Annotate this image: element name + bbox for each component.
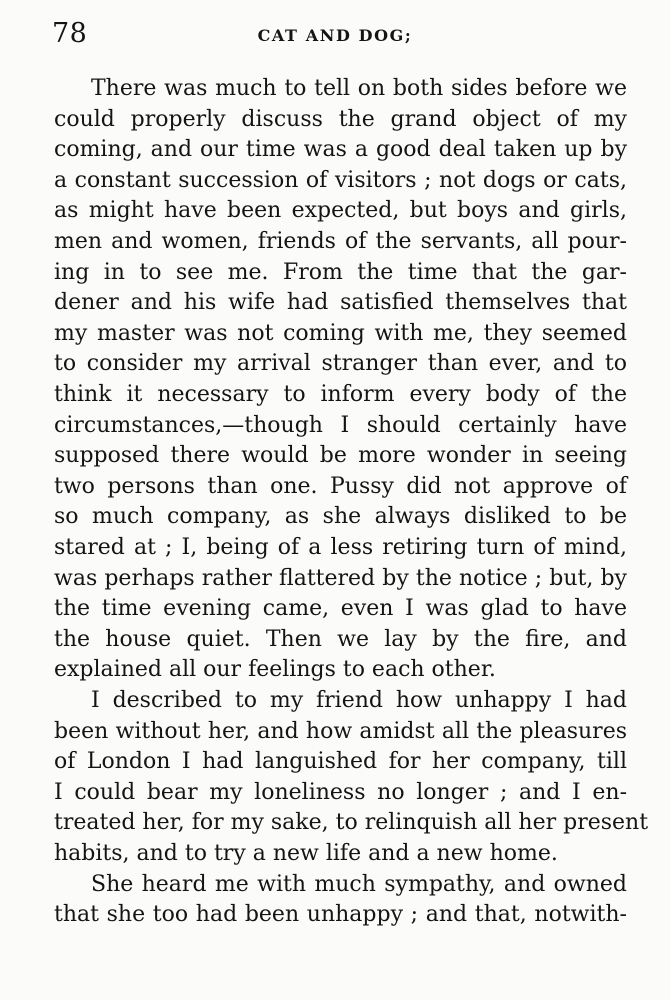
text-line: I could bear my loneliness no longer ; and I en-	[54, 779, 627, 805]
text-line: stared at ; I, being of a less retiring turn of mind,	[54, 535, 627, 560]
text-line: two persons than one. Pussy did not approve of	[54, 473, 627, 499]
text-line: my master was not coming with me, they seemed	[54, 320, 627, 346]
text-line: circumstances,—though I should certainly have	[54, 412, 627, 438]
text-line: could properly discuss the grand object of my	[54, 106, 627, 132]
text-line: the time evening came, even I was glad to have	[54, 596, 627, 622]
running-head	[0, 0, 670, 70]
text-line: think it necessary to inform every body of the	[54, 382, 627, 407]
text-line: ing in to see me. From the time that the gar-	[54, 259, 627, 285]
text-line: as might have been expected, but boys and girls,	[54, 198, 627, 224]
text-line: been without her, and how amidst all the pleasures	[54, 718, 627, 744]
text-line: supposed there would be more wonder in seeing	[54, 443, 627, 469]
text-line: habits, and to try a new life and a new home.	[54, 841, 558, 866]
text-line: the house quiet. Then we lay by the fire, and	[54, 626, 627, 652]
page-number: 78	[52, 18, 88, 49]
text-line: coming, and our time was a good deal taken up by	[54, 137, 627, 163]
text-line: a constant succession of visitors ; not dogs or cats,	[54, 167, 627, 193]
text-line: to consider my arrival stranger than ever, and to	[54, 351, 627, 377]
text-line: explained all our feelings to each other.	[54, 657, 496, 683]
text-line: so much company, as she always disliked to be	[54, 504, 627, 530]
text-line: dener and his wife had satisfied themselves that	[54, 290, 627, 316]
text-line: was perhaps rather flattered by the notice ; but, by	[54, 565, 627, 591]
text-line: There was much to tell on both sides before we	[91, 76, 627, 101]
text-line: I described to my friend how unhappy I had	[91, 688, 627, 713]
text-line: of London I had languished for her company, till	[54, 749, 627, 775]
text-line: that she too had been unhappy ; and that, notwith-	[54, 902, 627, 928]
text-line: She heard me with much sympathy, and owned	[91, 871, 627, 897]
text-line: men and women, friends of the servants, all pour-	[54, 229, 627, 254]
running-title: CAT AND DOG;	[257, 26, 413, 45]
text-line: treated her, for my sake, to relinquish all her present	[54, 810, 649, 836]
